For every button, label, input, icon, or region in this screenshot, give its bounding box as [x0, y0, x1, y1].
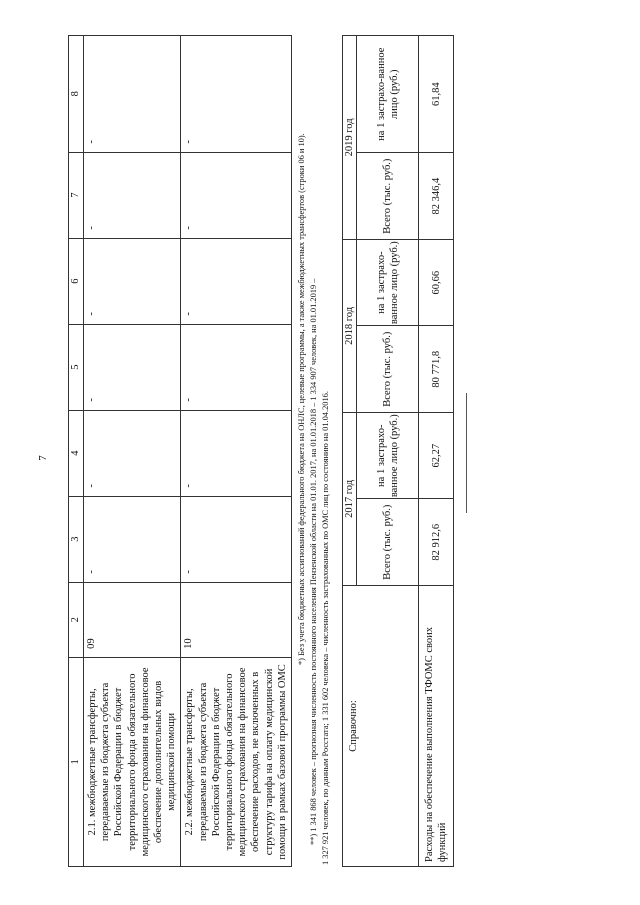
- ref-year-row: [343, 36, 357, 867]
- row-description: 2.2. межбюджетные трансферты, передаваемые из бюджета субъекта Российской Федерации в бюджет территориального фонда обязательного медицинского страхования на финансовое обеспечение расходов, не включенных в структуру тарифа на оплату медицинской помощи в рамках базовой программы ОМС: [181, 657, 292, 866]
- row-value: -: [84, 496, 181, 582]
- table-row: [84, 36, 181, 867]
- ref-value-2019-total: 82 346,4: [419, 153, 454, 239]
- footnote-2-line-2: 1 327 921 человек, по данным Росстата; 1 331 602 человека – численность застрахованных по ОМС лиц по состоянию на 01.04.2016.: [321, 391, 330, 865]
- ref-col-per-person: на 1 застрахо-ванное лицо (руб.): [357, 239, 419, 326]
- row-value: -: [84, 410, 181, 496]
- row-value: -: [84, 238, 181, 324]
- header-col-4: 4: [69, 410, 84, 496]
- row-value: -: [181, 324, 292, 410]
- row-code: 09: [84, 582, 181, 657]
- header-col-5: 5: [69, 324, 84, 410]
- page-number: 7: [36, 455, 49, 461]
- footnote-2-line-1: **) 1 341 868 человек – прогнозная численность постоянного населения Пензенской области на 01.01. 2017, на 01.01.2018 – 1 334 907 человек, на 01.01.2019 –: [309, 278, 318, 845]
- row-value: -: [84, 36, 181, 153]
- header-col-3: 3: [69, 496, 84, 582]
- row-value: -: [181, 496, 292, 582]
- header-col-6: 6: [69, 238, 84, 324]
- row-description: 2.1. межбюджетные трансферты, передаваемые из бюджета субъекта Российской Федерации в бюджет территориального фонда обязательного медицинского страхования на финансовое обеспечение дополнительных видов медицинской помощи: [84, 657, 181, 866]
- ref-col-per-person: на 1 застрахо-ванное лицо (руб.): [357, 412, 419, 499]
- reference-table: [342, 35, 454, 867]
- ref-label: Справочно:: [343, 585, 419, 866]
- ref-col-total: Всего (тыс. руб.): [357, 326, 419, 412]
- ref-value-2018-total: 80 771,8: [419, 326, 454, 412]
- row-value: -: [84, 152, 181, 238]
- ref-value-2017-per: 62,27: [419, 412, 454, 499]
- ref-year-2019: 2019 год: [343, 36, 357, 240]
- row-code: 10: [181, 582, 292, 657]
- header-col-8: 8: [69, 36, 84, 153]
- ref-value-2019-per: 61,84: [419, 36, 454, 153]
- header-row: [69, 36, 84, 867]
- main-table: [68, 35, 292, 867]
- footnote-1: *) Без учета бюджетных ассигнований федерального бюджета на ОНЛС, целевые программы, а также межбюджетных трансфертов (строки 06 и 10).: [297, 133, 306, 665]
- ref-year-2017: 2017 год: [343, 412, 357, 585]
- header-col-1: 1: [69, 657, 84, 866]
- separator-line: [466, 393, 467, 513]
- row-value: -: [181, 152, 292, 238]
- ref-data-row: [419, 36, 454, 867]
- header-col-2: 2: [69, 582, 84, 657]
- table-row: [181, 36, 292, 867]
- ref-row-label: Расходы на обеспечение выполнения ТФОМС своих функций: [419, 585, 454, 866]
- row-value: -: [181, 410, 292, 496]
- ref-col-total: Всего (тыс. руб.): [357, 499, 419, 585]
- ref-col-total: Всего (тыс. руб.): [357, 153, 419, 239]
- ref-col-per-person: на 1 застрахо-ванное лицо (руб.): [357, 36, 419, 153]
- ref-year-2018: 2018 год: [343, 239, 357, 412]
- ref-value-2017-total: 82 912,6: [419, 499, 454, 585]
- row-value: -: [84, 324, 181, 410]
- footnotes: [296, 35, 332, 865]
- row-value: -: [181, 36, 292, 153]
- ref-value-2018-per: 60,66: [419, 239, 454, 326]
- header-col-7: 7: [69, 152, 84, 238]
- row-value: -: [181, 238, 292, 324]
